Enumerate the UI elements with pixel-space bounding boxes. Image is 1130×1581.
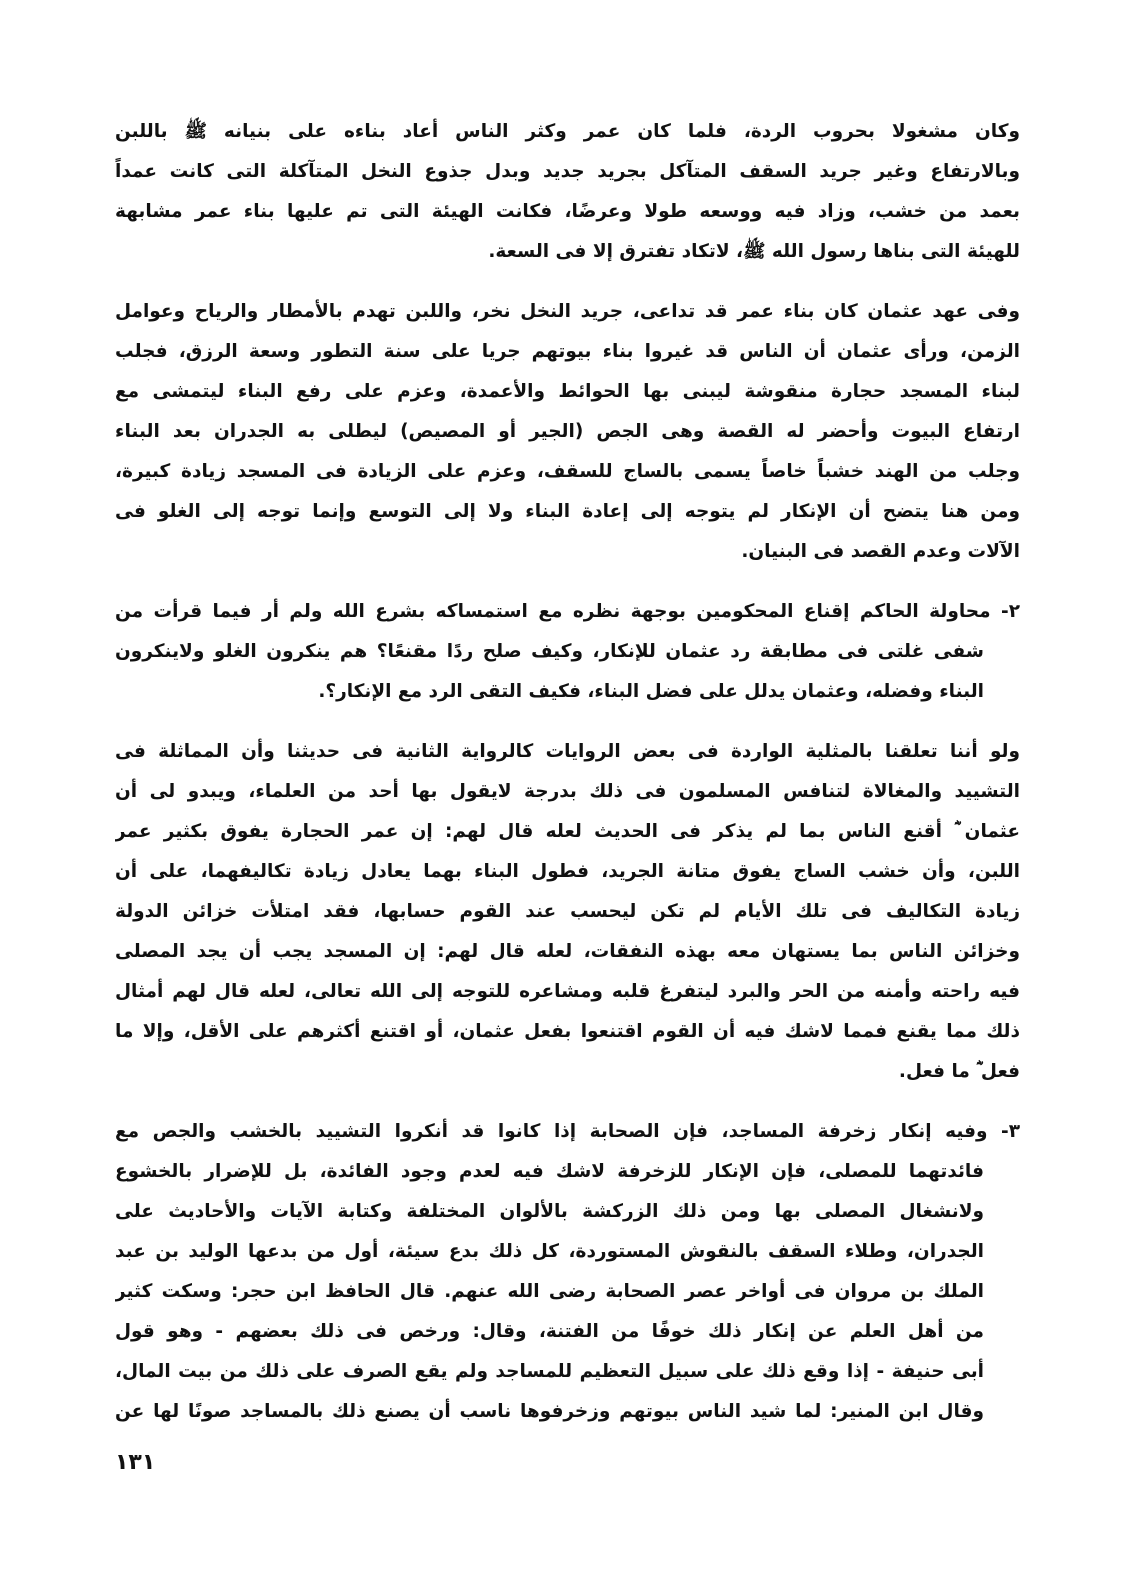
text-line: ٣- وفيه إنكار زخرفة المساجد، فإن الصحابة إذا كانوا قد أنكروا التشييد بالخشب والجص مع — [115, 1121, 1020, 1142]
text-line: من أهل العلم عن إنكار ذلك خوفًا من الفتنة، وقال: ورخص فى ذلك بعضهم - وهو قول — [115, 1321, 984, 1342]
text-line: فيه راحته وأمنه من الحر والبرد ليتفرغ قلبه ومشاعره للتوجه إلى الله تعالى، لعله قال لهم أمثال — [115, 981, 1020, 1002]
text-line: لبناء المسجد حجارة منقوشة ليبنى بها الحوائط والأعمدة، وعزم على رفع البناء ليتمشى مع — [115, 381, 1020, 402]
text-line: ولانشغال المصلى بها ومن ذلك الزركشة بالألوان المختلفة وكتابة الآيات والأحاديث على — [115, 1201, 984, 1222]
text-line: الآلات وعدم القصد فى البنيان. — [741, 541, 1020, 562]
paragraph — [115, 112, 1020, 272]
numbered-paragraph — [115, 1112, 1020, 1432]
text-line: وجلب من الهند خشباً خاصاً يسمى بالساج للسقف، وعزم على الزيادة فى المسجد زيادة كبيرة، — [115, 461, 1020, 482]
text-line: شفى غلتى فى مطابقة رد عثمان للإنكار، وكيف صلح ردًا مقنعًا؟ هم ينكرون الغلو ولاينكرون — [115, 641, 984, 662]
page-body — [115, 112, 1020, 1452]
text-line: ٢- محاولة الحاكم إقناع المحكومين بوجهة نظره مع استمساكه بشرع الله ولم أر فيما قرأت من — [115, 601, 1020, 622]
text-line: الزمن، ورأى عثمان أن الناس قد غيروا بناء بيوتهم جريا على سنة التطور وسعة الرزق، فجلب — [115, 341, 1020, 362]
text-line: اللبن، وأن خشب الساج يفوق متانة الجريد، فطول البناء بهما يعادل زيادة تكاليفهما، على أن — [115, 861, 1020, 882]
paragraph — [115, 732, 1020, 1092]
text-line: وقال ابن المنير: لما شيد الناس بيوتهم وزخرفوها ناسب أن يصنع ذلك بالمساجد صونًا لها عن — [115, 1401, 984, 1422]
text-line: فعل ؓ ما فعل. — [898, 1061, 1020, 1082]
text-line: للهيئة التى بناها رسول الله ﷺ، لاتكاد تفترق إلا فى السعة. — [488, 241, 1020, 262]
text-line: وخزائن الناس بما يستهان معه بهذه النفقات، لعله قال لهم: إن المسجد يجب أن يجد المصلى — [115, 941, 1020, 962]
text-line: ذلك مما يقنع فمما لاشك فيه أن القوم اقتنعوا بفعل عثمان، أو اقتنع أكثرهم على الأقل، وإلا ما — [115, 1021, 1020, 1042]
text-line: فائدتهما للمصلى، فإن الإنكار للزخرفة لاشك فيه لعدم وجود الفائدة، بل للإضرار بالخشوع — [115, 1161, 984, 1182]
numbered-paragraph — [115, 592, 1020, 712]
text-line: الجدران، وطلاء السقف بالنقوش المستوردة، كل ذلك بدع سيئة، أول من بدعها الوليد بن عبد — [115, 1241, 984, 1262]
text-line: أبى حنيفة - إذا وقع ذلك على سبيل التعظيم للمساجد ولم يقع الصرف على ذلك من بيت المال، — [115, 1361, 984, 1382]
text-line: التشييد والمغالاة لتنافس المسلمون فى ذلك بدرجة لايقول بها أحد من العلماء، ويبدو لى أن — [115, 781, 1020, 802]
text-line: الملك بن مروان فى أواخر عصر الصحابة رضى الله عنهم. قال الحافظ ابن حجر: وسكت كثير — [115, 1281, 984, 1302]
text-line: وبالارتفاع وغير جريد السقف المتآكل بجريد جديد وبدل جذوع النخل المتآكلة التى كانت عمداً — [115, 161, 1020, 182]
text-line: وكان مشغولا بحروب الردة، فلما كان عمر وكثر الناس أعاد بناءه على بنيانه ﷺ باللبن — [115, 121, 1020, 142]
text-line: زيادة التكاليف فى تلك الأيام لم تكن ليحسب عند القوم حسابها، فقد امتلأت خزائن الدولة — [115, 901, 1020, 922]
page-number: ١٣١ — [115, 1450, 156, 1475]
text-line: ومن هنا يتضح أن الإنكار لم يتوجه إلى إعادة البناء ولا إلى التوسع وإنما توجه إلى الغلو فى — [115, 501, 1020, 522]
text-line: ارتفاع البيوت وأحضر له القصة وهى الجص (الجير أو المصيص) ليطلى به الجدران بعد البناء — [115, 421, 1020, 442]
text-line: عثمان ؓ أقنع الناس بما لم يذكر فى الحديث لعله قال لهم: إن عمر الحجارة يفوق بكثير عمر — [115, 821, 1020, 842]
text-line: وفى عهد عثمان كان بناء عمر قد تداعى، جريد النخل نخر، واللبن تهدم بالأمطار والرياح وعوامل — [115, 301, 1020, 322]
text-line: البناء وفضله، وعثمان يدلل على فضل البناء، فكيف التقى الرد مع الإنكار؟. — [318, 681, 984, 702]
text-line: ولو أننا تعلقنا بالمثلية الواردة فى بعض الروايات كالرواية الثانية فى حديثنا وأن المماثلة فى — [115, 741, 1020, 762]
paragraph — [115, 292, 1020, 572]
text-line: بعمد من خشب، وزاد فيه ووسعه طولا وعرضًا، فكانت الهيئة التى تم عليها بناء عمر مشابهة — [115, 201, 1020, 222]
